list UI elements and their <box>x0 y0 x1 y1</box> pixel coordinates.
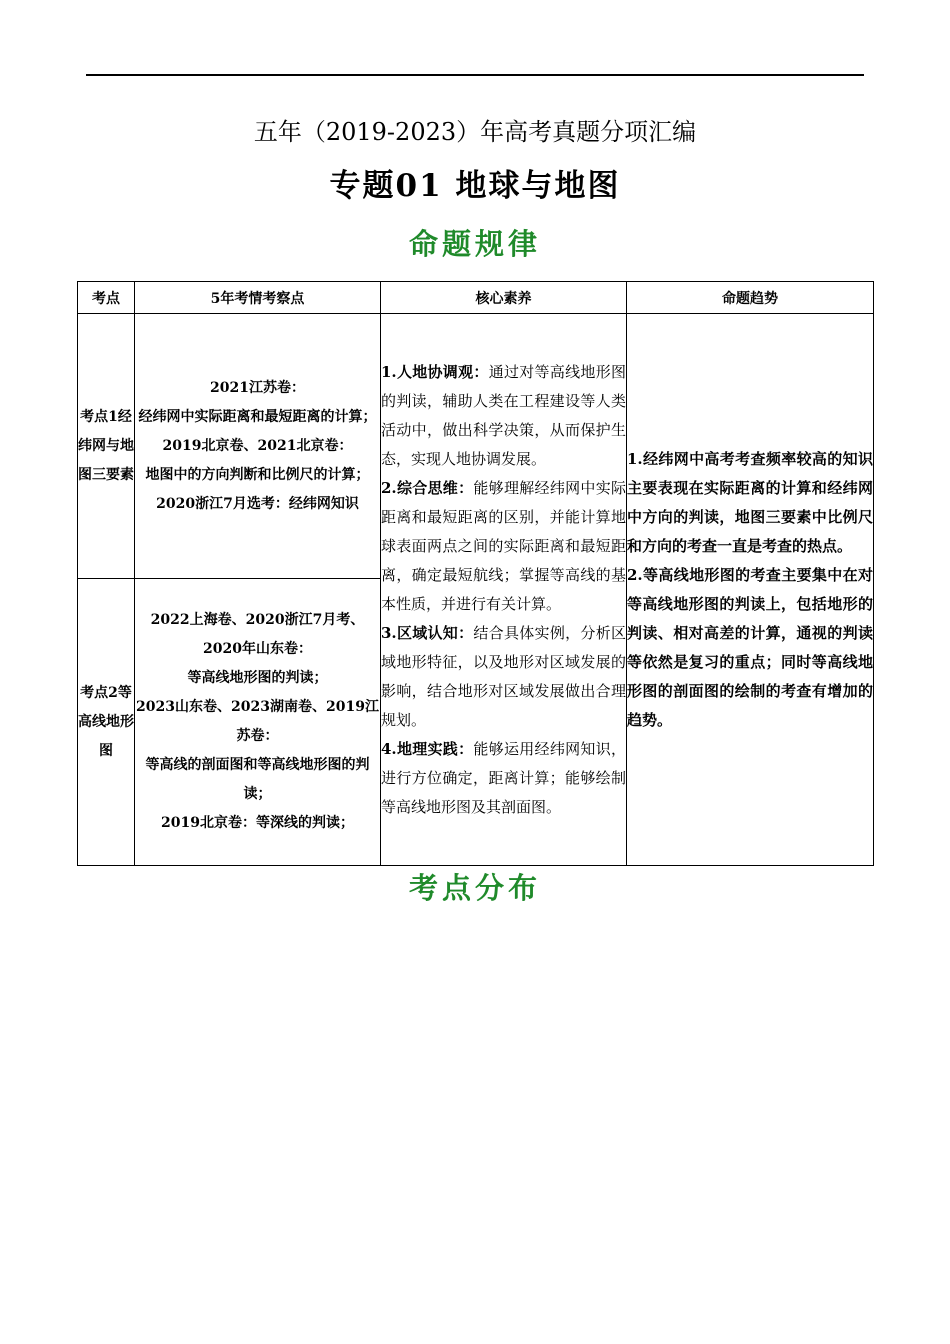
header-exam-points: 5年考情考察点 <box>135 282 381 314</box>
core-item <box>381 358 626 474</box>
trend-item: 1.经纬网中高考考查频率较高的知识主要表现在实际距离的计算和经纬网中方向的判读，地图三要素中比例尺和方向的考查一直是考查的热点。 <box>627 449 873 555</box>
table-header-row <box>78 282 874 314</box>
core-item-label: 2.综合思维： <box>381 478 474 497</box>
core-item-text: 通过对等高线地形图的判读，辅助人类在工程建设等人类活动中，做出科学决策，从而保护生态，实现人地协调发展。 <box>381 362 626 468</box>
exam-analysis-table <box>77 281 874 866</box>
kaodian-2: 考点2等高线地形图 <box>78 579 135 866</box>
core-item <box>381 735 626 822</box>
core-item-label: 3.区域认知： <box>381 623 474 642</box>
section-heading-pattern: 命题规律 <box>408 227 541 261</box>
core-item-text: 能够理解经纬网中实际距离和最短距离的区别，并能计算地球表面两点之间的实际距离和最短距离，确定最短航线；掌握等高线的基本性质，并进行有关计算。 <box>381 478 626 613</box>
document-title: 五年（2019-2023）年高考真题分项汇编 <box>253 118 697 146</box>
exam-line: 2023山东卷、2023湖南卷、2019江苏卷： <box>136 699 379 744</box>
exam-line: 2020浙江7月选考：经纬网知识 <box>156 495 359 512</box>
kaodian-1: 考点1经纬网与地图三要素 <box>78 314 135 579</box>
core-item-label: 4.地理实践： <box>381 739 474 758</box>
header-kaodian: 考点 <box>78 282 135 314</box>
header-trend: 命题趋势 <box>627 282 874 314</box>
exam-line: 2019北京卷、2021北京卷： <box>162 437 353 454</box>
top-rule <box>86 74 864 76</box>
trend-item: 2.等高线地形图的考查主要集中在对等高线地形图的判读上，包括地形的判读、相对高差的计算，通视的判读等依然是复习的重点；同时等高线地形图的剖面图的绘制的考查有增加的趋势。 <box>627 565 873 729</box>
document-subtitle: 专题01 地球与地图 <box>329 168 621 204</box>
exam-line: 2022上海卷、2020浙江7月考、2020年山东卷： <box>150 612 365 657</box>
table-row <box>78 314 874 579</box>
core-item-text: 能够运用经纬网知识，进行方位确定，距离计算；能够绘制等高线地形图及其剖面图。 <box>381 739 626 816</box>
exam-line: 2021江苏卷： <box>210 379 305 396</box>
core-item <box>381 619 626 735</box>
exam-line: 经纬网中实际距离和最短距离的计算； <box>138 408 377 425</box>
header-core-literacy: 核心素养 <box>381 282 627 314</box>
core-item <box>381 474 626 619</box>
exam-line: 2019北京卷：等深线的判读； <box>161 815 354 831</box>
exam-points-2 <box>135 579 381 866</box>
exam-line: 等高线地形图的判读； <box>187 670 328 686</box>
core-literacy-cell <box>381 314 627 866</box>
section-heading-distribution: 考点分布 <box>408 871 541 905</box>
trend-cell <box>627 314 874 866</box>
core-item-text: 结合具体实例，分析区域地形特征，以及地形对区域发展的影响，结合地形对区域发展做出合理规划。 <box>381 623 626 729</box>
exam-line: 地图中的方向判断和比例尺的计算； <box>145 466 370 483</box>
exam-points-1 <box>135 314 381 579</box>
exam-line: 等高线的剖面图和等高线地形图的判读； <box>145 757 370 802</box>
core-item-label: 1.人地协调观： <box>381 362 489 381</box>
